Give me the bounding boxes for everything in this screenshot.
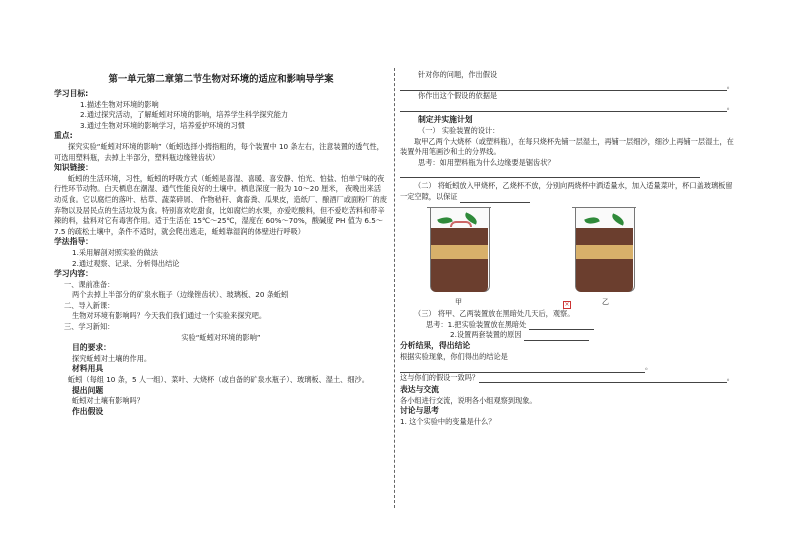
beaker-rim bbox=[572, 207, 636, 211]
think2-answer-line-2[interactable] bbox=[524, 332, 589, 341]
hypothesis-prompt: 针对你的问题，作出假设 bbox=[418, 70, 498, 79]
hypothesis-answer-row bbox=[400, 81, 734, 92]
step2-text bbox=[400, 181, 734, 202]
beaker-rim bbox=[427, 207, 491, 211]
think2-label-1: 思考：1.把实验装置放在黑暗处 bbox=[426, 319, 527, 329]
period: 。 bbox=[726, 80, 734, 90]
page-title: 第一单元第二章第二节生物对环境的适应和影响导学案 bbox=[108, 74, 334, 85]
knowledge-text: 蚯蚓的生活环境，习性，蚯蚓的呼吸方式（蚯蚓是喜湿、喜暖、喜安静、怕光、怕盐、怕单宁味的夜行性环节动物。白天栖息在潮湿、通气性能良好的土壤中。栖息深度一般为 10～20 厘米， 夜晚出来活动觅食。它以腐烂的落叶、枯草、蔬菜碎屑、 作物秸秆、禽畜粪、瓜果皮，造纸厂、酿酒厂或面粉厂的废弃物以及居民点的生活垃圾为食。特别喜欢吃甜食，比如腐烂的水果，亦爱吃酸料，但不爱吃苦料和带辛辣的料，盐料对它有毒害作用。适于生活在 15℃～25℃，湿度在 60%～70%，酸碱度 PH 值为 6.5～7.5 的疏松土壤中，条件不适时，就会爬出逃走，蚯蚓靠湿润的体壁进行呼吸） bbox=[54, 173, 387, 236]
think-question-1: 思考：如用塑料瓶为什么边缘要是锯齿状？ bbox=[418, 157, 555, 167]
plan-heading: 制定并实施计划 bbox=[418, 115, 473, 125]
analysis-text: 根据实验现象，你们得出的结论是 bbox=[400, 351, 508, 361]
knowledge-heading: 知识链接： bbox=[54, 163, 93, 173]
basis-answer-row bbox=[400, 102, 734, 113]
beaker-jia-label: 甲 bbox=[455, 297, 462, 306]
beaker-jia bbox=[430, 207, 490, 293]
beaker-yi-label: 乙 bbox=[602, 297, 609, 306]
aim-heading: 目的要求： bbox=[72, 343, 111, 353]
guide-item: 1.采用解剖对照实验的做法 bbox=[72, 247, 158, 257]
goal-item: 2.通过探究活动，了解蚯蚓对环境的影响，培养学生科学探究能力 bbox=[80, 110, 289, 120]
prep-heading: 一、课前准备： bbox=[64, 279, 115, 289]
think1-answer-line[interactable] bbox=[400, 168, 700, 178]
broken-image-icon: × bbox=[564, 300, 570, 308]
goal-item: 3.通过生物对环境的影响学习，培养爱护环境的习惯 bbox=[80, 120, 245, 130]
step3-text: （三） 将甲、乙两装置放在黑暗处几天后，观察。 bbox=[414, 309, 575, 319]
setup-text: 取甲乙两个大烧杯（或塑料瓶），在每只烧杯先铺一层湿土，再铺一层细沙，细沙上再铺一层湿土，在装置外用笔画沙和土的分界线。 bbox=[400, 136, 734, 157]
guide-item: 2.通过观察、记录、分析得出结论 bbox=[72, 258, 180, 268]
discuss-heading: 讨论与思考 bbox=[400, 406, 439, 416]
analysis-answer-line[interactable] bbox=[400, 363, 645, 373]
focus-heading: 重点: bbox=[54, 131, 73, 141]
focus-text: 探究实验“蚯蚓对环境的影响”（蚯蚓选择小拇指粗的，每个装置中 10 条左右，注意装置的透气性，可选用塑料瓶，去掉上半部分，塑料瓶边缘锉齿状） bbox=[54, 141, 384, 162]
soil-layer-top bbox=[431, 228, 488, 245]
goals-heading: 学习目标: bbox=[54, 89, 89, 98]
experiment-figure bbox=[400, 207, 734, 307]
hypothesis-heading: 作出假设 bbox=[72, 406, 104, 416]
period: 。 bbox=[726, 101, 734, 111]
prep-text: 两个去掉上半部分的矿泉水瓶子（边缘锉齿状）、玻璃板、20 条蚯蚓 bbox=[72, 290, 289, 300]
step2-answer-line[interactable] bbox=[460, 194, 530, 203]
material-text: 蚯蚓（每组 10 条，5 人一组）、菜叶、大烧杯（或自备的矿泉水瓶子）、玻璃板、湿土、细沙。 bbox=[68, 375, 369, 385]
question-heading: 提出问题 bbox=[72, 385, 104, 395]
hypothesis-answer-line[interactable] bbox=[400, 81, 727, 91]
soil-layer-bottom bbox=[576, 259, 633, 292]
think2-answer-line-1[interactable] bbox=[529, 321, 594, 330]
setup-heading: （一） 实验装置的设计： bbox=[418, 125, 500, 135]
intro-heading: 二、导入新课： bbox=[64, 300, 115, 310]
aim-text: 探究蚯蚓对土壤的作用。 bbox=[72, 353, 152, 363]
basis-answer-line[interactable] bbox=[400, 102, 727, 112]
analysis-answer-row bbox=[400, 362, 734, 373]
content-heading: 学习内容： bbox=[54, 269, 93, 279]
column-divider bbox=[394, 68, 395, 508]
think2-row1 bbox=[400, 320, 734, 331]
sand-layer bbox=[431, 245, 488, 259]
right-column bbox=[400, 70, 734, 428]
sand-layer bbox=[576, 245, 633, 259]
question-text: 蚯蚓对土壤有影响吗？ bbox=[72, 396, 144, 406]
guide-heading: 学法指导： bbox=[54, 237, 93, 247]
goal-item: 1.描述生物对环境的影响 bbox=[80, 99, 159, 109]
beaker-yi bbox=[575, 207, 635, 293]
express-text: 各小组进行交流，说明各小组观察到现象。 bbox=[400, 395, 537, 405]
soil-layer-top bbox=[576, 228, 633, 245]
new-heading: 三、学习新知： bbox=[64, 322, 115, 332]
discuss-question-1: 1. 这个实验中的变量是什么？ bbox=[400, 417, 496, 427]
earthworm-icon bbox=[450, 221, 472, 227]
express-heading: 表达与交流 bbox=[400, 385, 439, 395]
period: 。 bbox=[726, 372, 734, 382]
material-heading: 材料用具 bbox=[72, 364, 104, 374]
basis-prompt: 你作出这个假设的依据是 bbox=[418, 91, 498, 101]
think2-row2 bbox=[400, 330, 734, 341]
match-prompt: 这与你们的假设一致吗？ bbox=[400, 372, 480, 382]
think2-label-2: 2.设置两套装置的原因 bbox=[450, 330, 522, 340]
match-row bbox=[400, 373, 734, 384]
step2-label: （二） 将蚯蚓放入甲烧杯，乙烧杯不放，分别向两烧杯中洒适量水，加入适量菜叶，杯口盖玻璃板留一定空隙，以保证 bbox=[400, 181, 733, 201]
experiment-title: 实验“蚯蚓对环境的影响” bbox=[181, 332, 261, 342]
soil-layer-bottom bbox=[431, 259, 488, 292]
analysis-heading: 分析结果，得出结论 bbox=[400, 340, 471, 350]
period: 。 bbox=[645, 362, 653, 372]
left-column bbox=[54, 70, 388, 417]
match-answer-line[interactable] bbox=[479, 373, 727, 383]
intro-text: 生物对环境有影响吗？今天我们我们通过一个实验来探究吧。 bbox=[72, 311, 267, 321]
